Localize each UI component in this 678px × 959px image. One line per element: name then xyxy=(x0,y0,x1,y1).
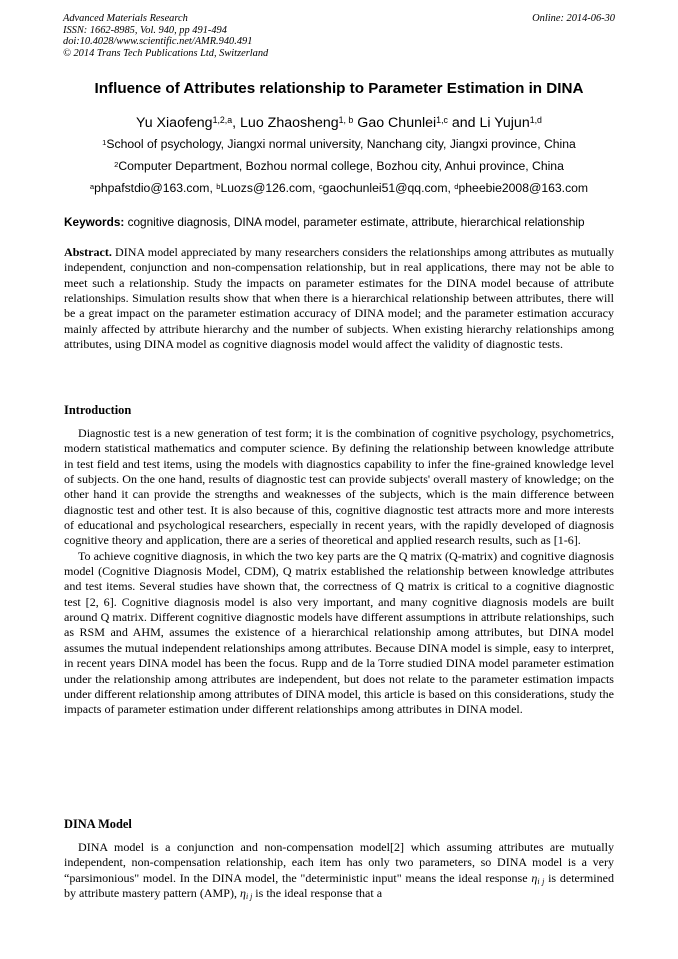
author-name: Luo Zhaosheng xyxy=(240,115,339,131)
author-sup: 1,2,a xyxy=(212,115,233,126)
abstract-label: Abstract. xyxy=(64,245,112,259)
eta-symbol: $\eta_{i j}$ xyxy=(239,886,253,901)
paragraph: To achieve cognitive diagnosis, in which the two key parts are the Q matrix (Q-matrix) and cognitive diagnosis model (Cognitive Diagnosis Model, CDM), Q matrix established the relationship between knowledge attributes and test items. Several studies have shown that, the correctness of Q matrix is critical to a cognitive diagnostic test [2, 6]. Cognitive diagnosis model is also very important, and many cognitive diagnosis models are built around Q matrix. Different cognitive diagnostic models have different assumptions in attribute relationships, such as RSM and AHM, assumes the existence of a hierarchical relationship among attributes, but DINA model assumes the mutual independent relationships among attributes. Because DINA model is simple, easy to interpret, in recent years DINA model has been the focus. Rupp and de la Torre studied DINA model parameter estimation under the relationship among attributes are independent, but does not relate to the parameter estimation impacts under different relationship among attributes of DINA model, this article is based on this considerations, study the impacts of parameter estimation under different relationships among attributes in DINA model. xyxy=(64,548,614,717)
email-link[interactable]: Luozs@126.com xyxy=(220,181,313,195)
issn-line: ISSN: 1662-8985, Vol. 940, pp 491-494 xyxy=(63,24,227,36)
author-name: Gao Chunlei xyxy=(357,115,437,131)
introduction-body xyxy=(64,426,614,718)
dina-model-body xyxy=(64,840,614,901)
affiliation-1: $^1$School of psychology, Jiangxi normal university, Nanchang city, Jiangxi province, China xyxy=(102,137,576,151)
email-link[interactable]: gaochunlei51@qq.com xyxy=(322,181,448,195)
abstract-text: DINA model appreciated by many researchers considers the relationships among attributes as mutually independent, conjunction and non-compensation relationship, but in real applications, there may not be able to meet such a relationship. Study the impacts on parameter estimates for the DINA model because of attribute relationships. Simulation results show that when there is a hierarchical relationship between attributes, there will be a great impact on the parameter estimation accuracy of DINA model; and the parameter estimation accuracy mainly affected by attribute hierarchy and the number of subjects. When existing hierarchy relationships among attributes, using DINA model as cognitive diagnosis model would affect the validity of diagnostic tests. xyxy=(64,245,614,352)
author-name: Li Yujun xyxy=(479,115,530,131)
journal-name: Advanced Materials Research xyxy=(63,13,188,24)
keywords xyxy=(64,215,624,230)
section-heading-introduction: Introduction xyxy=(64,403,132,417)
author-list: Yu Xiaofeng$^{1,2,a}$, Luo Zhaosheng$^{1, b}$ Gao Chunlei$^{1,c}$ and Li Yujun$^{1,d}$ xyxy=(136,115,542,131)
journal-header xyxy=(63,13,463,59)
paragraph: Diagnostic test is a new generation of test form; it is the combination of cognitive psychology, psychometrics, modern statistical mathematics and computer science. By defining the relationship between knowledge attribute in test field and test items, using the models with diagnostics capability to infer the fine-grained knowledge level of subjects. On the one hand, results of diagnostic test can provide subjects' overall mastery of knowledge; on the other hand it can provide the strengths and weaknesses of the subjects, which is the main difference between diagnostic test and other test. It is also because of this, cognitive diagnostic test attracts more and more interests of educational and psychological researchers, especially in recent years, with the rapidly developed of diagnosis cognitive theory and application, there are a series of theoretical and applied research results, such as [1-6]. xyxy=(64,426,614,548)
online-date: Online: 2014-06-30 xyxy=(532,13,615,24)
author-sup: 1,c xyxy=(436,115,448,126)
paper-title: Influence of Attributes relationship to Parameter Estimation in DINA xyxy=(94,80,584,97)
affiliation-2: $^2$Computer Department, Bozhou normal college, Bozhou city, Anhui province, China xyxy=(114,159,564,173)
keywords-text: cognitive diagnosis, DINA model, parameter estimate, attribute, hierarchical relationship xyxy=(124,215,585,229)
author-name: Yu Xiaofeng xyxy=(136,115,213,131)
author-sup: 1, b xyxy=(338,115,354,126)
abstract xyxy=(64,245,614,352)
doi-line: doi:10.4028/www.scientific.net/AMR.940.491 xyxy=(63,36,253,48)
copyright-line: © 2014 Trans Tech Publications Ltd, Switzerland xyxy=(63,47,269,59)
author-emails: $^a$phpafstdio@163.com, $^b$Luozs@126.com, $^c$gaochunlei51@qq.com, $^d$pheebie2008@163.com xyxy=(89,181,589,195)
eta-symbol: $\eta_{i j}$ xyxy=(531,870,545,886)
email-link[interactable]: pheebie2008@163.com xyxy=(458,181,589,195)
email-link[interactable]: phpafstdio@163.com xyxy=(94,181,210,195)
paragraph: DINA model is a conjunction and non-compensation model[2] which assuming attributes are mutually independent, non-compensation relationship, each item has only two parameters, so DINA model is a very “parsimonious" model. In the DINA model, the "deterministic input" means the ideal response $\eta_{i j}$ is determined by attribute mastery pattern (AMP), $\eta_{i j}$ is the ideal response that a xyxy=(64,840,615,901)
keywords-label: Keywords: xyxy=(64,215,125,229)
author-sup: 1,d xyxy=(529,115,542,126)
section-heading-dina-model: DINA Model xyxy=(64,817,132,831)
